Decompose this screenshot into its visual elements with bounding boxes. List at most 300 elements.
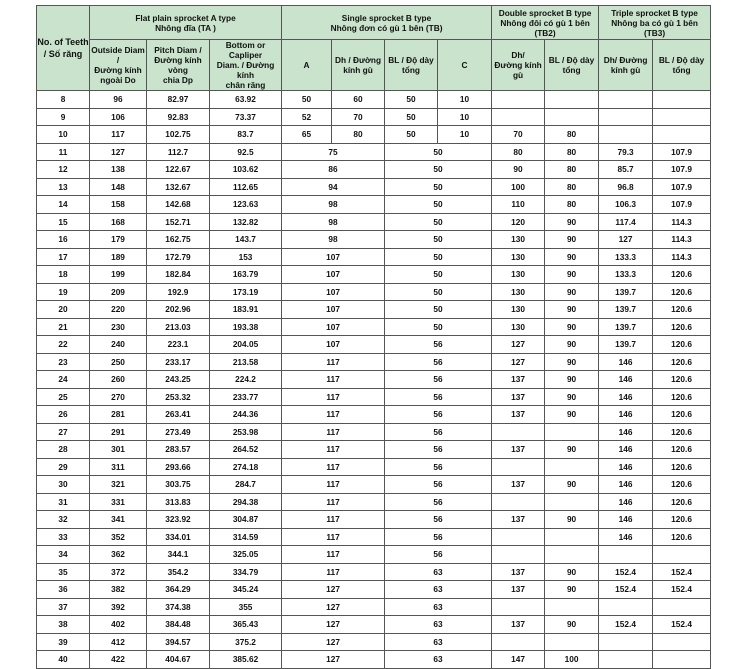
cell-tb3-dh: 146 bbox=[599, 441, 653, 459]
cell-tb3-bl bbox=[653, 108, 711, 126]
cell-tb2-dh: 130 bbox=[492, 283, 545, 301]
cell-tb3-dh: 85.7 bbox=[599, 161, 653, 179]
cell-bl: 50 bbox=[385, 126, 438, 144]
cell-tb3-dh: 139.7 bbox=[599, 336, 653, 354]
cell-dh: 117 bbox=[282, 353, 385, 371]
cell-bottom-diam: 253.98 bbox=[210, 423, 282, 441]
header-outside-diam: Outside Diam / Đường kính ngoài Do bbox=[90, 40, 147, 91]
cell-tb3-dh: 146 bbox=[599, 458, 653, 476]
cell-dh: 117 bbox=[282, 423, 385, 441]
table-row bbox=[37, 213, 711, 231]
cell-bl: 56 bbox=[385, 336, 492, 354]
cell-bottom-diam: 345.24 bbox=[210, 581, 282, 599]
cell-tb2-bl bbox=[545, 546, 599, 564]
cell-teeth: 12 bbox=[37, 161, 90, 179]
cell-pitch-diam: 223.1 bbox=[147, 336, 210, 354]
table-row bbox=[37, 616, 711, 634]
table-row bbox=[37, 441, 711, 459]
header-bottom-diam: Bottom or Capliper Diam. / Đường kính chân răng bbox=[210, 40, 282, 91]
cell-tb3-bl: 107.9 bbox=[653, 143, 711, 161]
cell-teeth: 15 bbox=[37, 213, 90, 231]
cell-a: 52 bbox=[282, 108, 332, 126]
cell-bottom-diam: 183.91 bbox=[210, 301, 282, 319]
cell-teeth: 14 bbox=[37, 196, 90, 214]
cell-dh: 117 bbox=[282, 546, 385, 564]
cell-teeth: 29 bbox=[37, 458, 90, 476]
cell-bottom-diam: 103.62 bbox=[210, 161, 282, 179]
cell-tb2-dh: 100 bbox=[492, 178, 545, 196]
cell-tb2-bl bbox=[545, 598, 599, 616]
cell-bl: 56 bbox=[385, 406, 492, 424]
cell-tb3-dh: 146 bbox=[599, 423, 653, 441]
cell-tb3-bl: 120.6 bbox=[653, 476, 711, 494]
cell-tb2-bl: 80 bbox=[545, 178, 599, 196]
cell-outside-diam: 106 bbox=[90, 108, 147, 126]
cell-teeth: 26 bbox=[37, 406, 90, 424]
cell-teeth: 40 bbox=[37, 651, 90, 669]
cell-outside-diam: 270 bbox=[90, 388, 147, 406]
cell-tb2-bl: 90 bbox=[545, 248, 599, 266]
cell-tb2-bl: 100 bbox=[545, 651, 599, 669]
cell-teeth: 25 bbox=[37, 388, 90, 406]
table-row bbox=[37, 458, 711, 476]
cell-pitch-diam: 374.38 bbox=[147, 598, 210, 616]
cell-tb3-dh: 146 bbox=[599, 476, 653, 494]
cell-teeth: 21 bbox=[37, 318, 90, 336]
cell-bl: 63 bbox=[385, 651, 492, 669]
cell-outside-diam: 138 bbox=[90, 161, 147, 179]
cell-pitch-diam: 192.9 bbox=[147, 283, 210, 301]
table-row bbox=[37, 371, 711, 389]
table-row bbox=[37, 196, 711, 214]
cell-dh: 107 bbox=[282, 318, 385, 336]
cell-dh: 127 bbox=[282, 633, 385, 651]
cell-tb3-bl: 120.6 bbox=[653, 528, 711, 546]
table-row bbox=[37, 161, 711, 179]
cell-tb2-bl: 90 bbox=[545, 441, 599, 459]
cell-teeth: 33 bbox=[37, 528, 90, 546]
cell-bl: 63 bbox=[385, 633, 492, 651]
cell-tb3-bl: 120.6 bbox=[653, 301, 711, 319]
cell-outside-diam: 382 bbox=[90, 581, 147, 599]
cell-outside-diam: 311 bbox=[90, 458, 147, 476]
cell-a: 65 bbox=[282, 126, 332, 144]
cell-bottom-diam: 143.7 bbox=[210, 231, 282, 249]
cell-tb3-dh bbox=[599, 546, 653, 564]
cell-tb3-dh: 106.3 bbox=[599, 196, 653, 214]
cell-bl: 63 bbox=[385, 598, 492, 616]
cell-tb2-dh: 130 bbox=[492, 301, 545, 319]
table-row bbox=[37, 353, 711, 371]
cell-bl: 56 bbox=[385, 528, 492, 546]
cell-tb2-bl bbox=[545, 108, 599, 126]
cell-tb2-dh: 110 bbox=[492, 196, 545, 214]
cell-tb2-bl bbox=[545, 528, 599, 546]
cell-bl: 56 bbox=[385, 353, 492, 371]
table-row bbox=[37, 266, 711, 284]
table-row bbox=[37, 108, 711, 126]
cell-pitch-diam: 344.1 bbox=[147, 546, 210, 564]
cell-teeth: 27 bbox=[37, 423, 90, 441]
cell-pitch-diam: 323.92 bbox=[147, 511, 210, 529]
cell-tb3-dh: 146 bbox=[599, 406, 653, 424]
cell-tb3-dh: 152.4 bbox=[599, 616, 653, 634]
cell-outside-diam: 199 bbox=[90, 266, 147, 284]
cell-tb3-dh: 127 bbox=[599, 231, 653, 249]
cell-dh: 117 bbox=[282, 371, 385, 389]
cell-bottom-diam: 284.7 bbox=[210, 476, 282, 494]
cell-tb3-dh bbox=[599, 651, 653, 669]
cell-tb3-dh: 117.4 bbox=[599, 213, 653, 231]
cell-pitch-diam: 213.03 bbox=[147, 318, 210, 336]
cell-tb2-bl: 80 bbox=[545, 161, 599, 179]
cell-tb3-dh: 146 bbox=[599, 511, 653, 529]
cell-tb2-bl: 90 bbox=[545, 301, 599, 319]
cell-outside-diam: 291 bbox=[90, 423, 147, 441]
cell-bottom-diam: 355 bbox=[210, 598, 282, 616]
cell-bl: 50 bbox=[385, 161, 492, 179]
cell-pitch-diam: 102.75 bbox=[147, 126, 210, 144]
cell-tb2-dh: 127 bbox=[492, 336, 545, 354]
cell-bottom-diam: 233.77 bbox=[210, 388, 282, 406]
cell-dh: 117 bbox=[282, 441, 385, 459]
cell-teeth: 34 bbox=[37, 546, 90, 564]
cell-pitch-diam: 132.67 bbox=[147, 178, 210, 196]
cell-bottom-diam: 163.79 bbox=[210, 266, 282, 284]
cell-tb3-bl: 114.3 bbox=[653, 231, 711, 249]
cell-tb2-bl bbox=[545, 493, 599, 511]
cell-teeth: 36 bbox=[37, 581, 90, 599]
cell-outside-diam: 148 bbox=[90, 178, 147, 196]
cell-tb2-bl: 80 bbox=[545, 143, 599, 161]
table-row bbox=[37, 126, 711, 144]
table-header bbox=[37, 6, 711, 91]
cell-outside-diam: 250 bbox=[90, 353, 147, 371]
cell-tb2-dh: 137 bbox=[492, 441, 545, 459]
cell-tb3-bl bbox=[653, 651, 711, 669]
cell-bl: 56 bbox=[385, 511, 492, 529]
table-row bbox=[37, 633, 711, 651]
cell-tb3-bl: 120.6 bbox=[653, 511, 711, 529]
cell-tb2-dh: 137 bbox=[492, 581, 545, 599]
cell-tb2-bl: 90 bbox=[545, 563, 599, 581]
cell-bottom-diam: 193.38 bbox=[210, 318, 282, 336]
cell-pitch-diam: 354.2 bbox=[147, 563, 210, 581]
cell-outside-diam: 422 bbox=[90, 651, 147, 669]
cell-c: 10 bbox=[438, 108, 492, 126]
cell-dh: 117 bbox=[282, 563, 385, 581]
cell-teeth: 8 bbox=[37, 91, 90, 109]
table-row bbox=[37, 406, 711, 424]
table-row bbox=[37, 423, 711, 441]
table-row bbox=[37, 546, 711, 564]
cell-outside-diam: 209 bbox=[90, 283, 147, 301]
table-row bbox=[37, 318, 711, 336]
cell-bl: 56 bbox=[385, 441, 492, 459]
cell-tb2-bl: 90 bbox=[545, 231, 599, 249]
cell-bl: 50 bbox=[385, 196, 492, 214]
cell-tb2-dh: 137 bbox=[492, 476, 545, 494]
cell-tb3-dh: 152.4 bbox=[599, 563, 653, 581]
table-row bbox=[37, 528, 711, 546]
cell-tb2-dh: 147 bbox=[492, 651, 545, 669]
table-row bbox=[37, 388, 711, 406]
cell-pitch-diam: 92.83 bbox=[147, 108, 210, 126]
cell-teeth: 30 bbox=[37, 476, 90, 494]
cell-tb3-dh bbox=[599, 633, 653, 651]
cell-bottom-diam: 325.05 bbox=[210, 546, 282, 564]
cell-dh: 98 bbox=[282, 213, 385, 231]
cell-tb2-bl: 90 bbox=[545, 406, 599, 424]
cell-tb2-dh: 120 bbox=[492, 213, 545, 231]
cell-bl: 56 bbox=[385, 493, 492, 511]
cell-outside-diam: 220 bbox=[90, 301, 147, 319]
cell-teeth: 38 bbox=[37, 616, 90, 634]
cell-tb2-bl: 90 bbox=[545, 318, 599, 336]
cell-pitch-diam: 334.01 bbox=[147, 528, 210, 546]
cell-tb2-bl bbox=[545, 633, 599, 651]
cell-tb2-dh: 130 bbox=[492, 231, 545, 249]
cell-pitch-diam: 303.75 bbox=[147, 476, 210, 494]
cell-tb2-dh bbox=[492, 528, 545, 546]
cell-pitch-diam: 122.67 bbox=[147, 161, 210, 179]
cell-bl: 50 bbox=[385, 266, 492, 284]
cell-tb2-dh: 137 bbox=[492, 563, 545, 581]
table-row bbox=[37, 563, 711, 581]
cell-bl: 50 bbox=[385, 283, 492, 301]
cell-tb3-dh: 79.3 bbox=[599, 143, 653, 161]
cell-dh: 86 bbox=[282, 161, 385, 179]
cell-tb3-dh: 152.4 bbox=[599, 581, 653, 599]
cell-dh: 117 bbox=[282, 528, 385, 546]
cell-tb2-bl: 90 bbox=[545, 266, 599, 284]
cell-pitch-diam: 253.32 bbox=[147, 388, 210, 406]
cell-outside-diam: 321 bbox=[90, 476, 147, 494]
cell-tb2-dh bbox=[492, 493, 545, 511]
cell-outside-diam: 168 bbox=[90, 213, 147, 231]
cell-tb3-bl: 152.4 bbox=[653, 616, 711, 634]
cell-dh: 98 bbox=[282, 231, 385, 249]
cell-teeth: 19 bbox=[37, 283, 90, 301]
cell-tb2-dh: 137 bbox=[492, 616, 545, 634]
cell-pitch-diam: 384.48 bbox=[147, 616, 210, 634]
cell-tb3-dh: 146 bbox=[599, 371, 653, 389]
cell-teeth: 37 bbox=[37, 598, 90, 616]
cell-bl: 50 bbox=[385, 301, 492, 319]
cell-teeth: 28 bbox=[37, 441, 90, 459]
cell-bottom-diam: 213.58 bbox=[210, 353, 282, 371]
table-row bbox=[37, 283, 711, 301]
cell-pitch-diam: 182.84 bbox=[147, 266, 210, 284]
table-row bbox=[37, 476, 711, 494]
table-row bbox=[37, 336, 711, 354]
cell-tb3-dh: 96.8 bbox=[599, 178, 653, 196]
cell-teeth: 22 bbox=[37, 336, 90, 354]
cell-tb2-dh: 130 bbox=[492, 248, 545, 266]
cell-bottom-diam: 314.59 bbox=[210, 528, 282, 546]
cell-pitch-diam: 202.96 bbox=[147, 301, 210, 319]
cell-tb3-bl: 120.6 bbox=[653, 283, 711, 301]
cell-teeth: 39 bbox=[37, 633, 90, 651]
table-row bbox=[37, 178, 711, 196]
header-group-triple-b: Triple sprocket B type Nhông ba có gù 1 bên (TB3) bbox=[599, 6, 711, 40]
cell-bottom-diam: 304.87 bbox=[210, 511, 282, 529]
cell-dh: 60 bbox=[332, 91, 385, 109]
cell-tb2-dh bbox=[492, 458, 545, 476]
cell-dh: 117 bbox=[282, 493, 385, 511]
cell-outside-diam: 96 bbox=[90, 91, 147, 109]
cell-dh: 127 bbox=[282, 581, 385, 599]
cell-pitch-diam: 243.25 bbox=[147, 371, 210, 389]
cell-dh: 75 bbox=[282, 143, 385, 161]
cell-tb3-bl: 107.9 bbox=[653, 178, 711, 196]
cell-bottom-diam: 132.82 bbox=[210, 213, 282, 231]
header-tb3-bl: BL / Độ dày tổng bbox=[653, 40, 711, 91]
cell-tb3-bl: 120.6 bbox=[653, 336, 711, 354]
cell-tb3-bl: 114.3 bbox=[653, 248, 711, 266]
cell-tb3-dh: 146 bbox=[599, 388, 653, 406]
cell-teeth: 18 bbox=[37, 266, 90, 284]
cell-outside-diam: 240 bbox=[90, 336, 147, 354]
cell-outside-diam: 331 bbox=[90, 493, 147, 511]
cell-bottom-diam: 294.38 bbox=[210, 493, 282, 511]
cell-dh: 80 bbox=[332, 126, 385, 144]
cell-pitch-diam: 82.97 bbox=[147, 91, 210, 109]
cell-bl: 56 bbox=[385, 546, 492, 564]
table-row bbox=[37, 598, 711, 616]
cell-outside-diam: 179 bbox=[90, 231, 147, 249]
cell-dh: 117 bbox=[282, 476, 385, 494]
cell-tb2-bl: 90 bbox=[545, 283, 599, 301]
cell-bottom-diam: 92.5 bbox=[210, 143, 282, 161]
cell-bottom-diam: 264.52 bbox=[210, 441, 282, 459]
header-no-of-teeth: No. of Teeth / Số răng bbox=[37, 6, 90, 91]
cell-tb2-dh: 80 bbox=[492, 143, 545, 161]
cell-dh: 107 bbox=[282, 336, 385, 354]
cell-outside-diam: 341 bbox=[90, 511, 147, 529]
header-tb2-bl: BL / Độ dày tổng bbox=[545, 40, 599, 91]
cell-tb3-bl: 120.6 bbox=[653, 318, 711, 336]
cell-c: 10 bbox=[438, 91, 492, 109]
cell-tb2-bl: 90 bbox=[545, 616, 599, 634]
cell-tb3-bl: 120.6 bbox=[653, 406, 711, 424]
cell-tb3-bl: 120.6 bbox=[653, 371, 711, 389]
cell-pitch-diam: 142.68 bbox=[147, 196, 210, 214]
cell-tb2-bl: 90 bbox=[545, 213, 599, 231]
cell-tb3-bl bbox=[653, 598, 711, 616]
cell-dh: 107 bbox=[282, 301, 385, 319]
cell-pitch-diam: 172.79 bbox=[147, 248, 210, 266]
cell-bl: 50 bbox=[385, 248, 492, 266]
cell-bottom-diam: 385.62 bbox=[210, 651, 282, 669]
cell-bl: 50 bbox=[385, 213, 492, 231]
header-dh: Dh / Đường kính gù bbox=[332, 40, 385, 91]
cell-tb3-bl: 107.9 bbox=[653, 161, 711, 179]
cell-tb3-bl: 120.6 bbox=[653, 353, 711, 371]
cell-dh: 117 bbox=[282, 511, 385, 529]
cell-outside-diam: 412 bbox=[90, 633, 147, 651]
cell-teeth: 35 bbox=[37, 563, 90, 581]
sprocket-spec-table bbox=[36, 5, 711, 669]
cell-outside-diam: 127 bbox=[90, 143, 147, 161]
cell-bl: 56 bbox=[385, 458, 492, 476]
cell-dh: 127 bbox=[282, 616, 385, 634]
cell-dh: 70 bbox=[332, 108, 385, 126]
cell-bl: 56 bbox=[385, 388, 492, 406]
cell-tb2-dh bbox=[492, 598, 545, 616]
cell-outside-diam: 260 bbox=[90, 371, 147, 389]
cell-tb2-dh bbox=[492, 423, 545, 441]
cell-outside-diam: 281 bbox=[90, 406, 147, 424]
table-row bbox=[37, 581, 711, 599]
cell-tb3-bl bbox=[653, 126, 711, 144]
cell-bottom-diam: 112.65 bbox=[210, 178, 282, 196]
table-row bbox=[37, 493, 711, 511]
cell-tb3-bl: 152.4 bbox=[653, 563, 711, 581]
cell-tb2-dh bbox=[492, 546, 545, 564]
cell-dh: 117 bbox=[282, 458, 385, 476]
cell-dh: 117 bbox=[282, 406, 385, 424]
cell-teeth: 32 bbox=[37, 511, 90, 529]
cell-tb2-dh: 137 bbox=[492, 388, 545, 406]
cell-pitch-diam: 152.71 bbox=[147, 213, 210, 231]
cell-bl: 63 bbox=[385, 563, 492, 581]
cell-bottom-diam: 73.37 bbox=[210, 108, 282, 126]
cell-pitch-diam: 313.83 bbox=[147, 493, 210, 511]
cell-tb3-dh bbox=[599, 598, 653, 616]
table-row bbox=[37, 248, 711, 266]
table-row bbox=[37, 651, 711, 669]
cell-outside-diam: 230 bbox=[90, 318, 147, 336]
header-pitch-diam: Pitch Diam / Đường kính vòng chia Dp bbox=[147, 40, 210, 91]
cell-bottom-diam: 334.79 bbox=[210, 563, 282, 581]
header-group-single-b: Single sprocket B type Nhông đơn có gù 1 bên (TB) bbox=[282, 6, 492, 40]
cell-tb3-dh: 146 bbox=[599, 353, 653, 371]
cell-teeth: 10 bbox=[37, 126, 90, 144]
cell-tb2-dh bbox=[492, 633, 545, 651]
cell-tb2-dh: 127 bbox=[492, 353, 545, 371]
table-row bbox=[37, 231, 711, 249]
cell-tb2-bl: 80 bbox=[545, 196, 599, 214]
cell-teeth: 11 bbox=[37, 143, 90, 161]
cell-bottom-diam: 274.18 bbox=[210, 458, 282, 476]
cell-bl: 56 bbox=[385, 476, 492, 494]
cell-tb2-bl: 90 bbox=[545, 511, 599, 529]
cell-teeth: 16 bbox=[37, 231, 90, 249]
cell-tb2-dh bbox=[492, 108, 545, 126]
header-a: A bbox=[282, 40, 332, 91]
cell-pitch-diam: 112.7 bbox=[147, 143, 210, 161]
cell-teeth: 24 bbox=[37, 371, 90, 389]
cell-tb3-dh: 139.7 bbox=[599, 301, 653, 319]
cell-bottom-diam: 63.92 bbox=[210, 91, 282, 109]
cell-bl: 50 bbox=[385, 178, 492, 196]
header-group-double-b: Double sprocket B type Nhông đôi có gù 1 bên (TB2) bbox=[492, 6, 599, 40]
header-group-flat-plain-a: Flat plain sprocket A type Nhông đĩa (TA ) bbox=[90, 6, 282, 40]
cell-tb3-dh: 146 bbox=[599, 528, 653, 546]
cell-tb2-bl: 80 bbox=[545, 126, 599, 144]
cell-bottom-diam: 173.19 bbox=[210, 283, 282, 301]
cell-dh: 117 bbox=[282, 388, 385, 406]
cell-tb3-dh: 146 bbox=[599, 493, 653, 511]
cell-c: 10 bbox=[438, 126, 492, 144]
cell-dh: 127 bbox=[282, 651, 385, 669]
cell-outside-diam: 117 bbox=[90, 126, 147, 144]
cell-tb3-bl: 107.9 bbox=[653, 196, 711, 214]
table-row bbox=[37, 301, 711, 319]
cell-pitch-diam: 263.41 bbox=[147, 406, 210, 424]
cell-teeth: 13 bbox=[37, 178, 90, 196]
